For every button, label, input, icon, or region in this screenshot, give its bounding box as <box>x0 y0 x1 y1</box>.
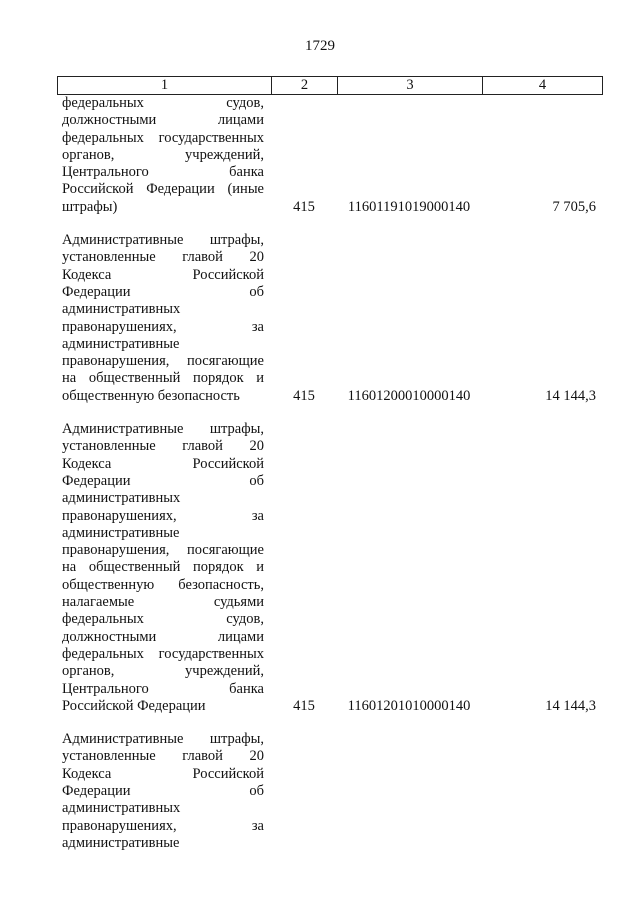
table-body <box>0 95 640 868</box>
description-line: административные <box>62 834 180 851</box>
description-line: Центрального банка <box>62 164 264 181</box>
description-line: административных <box>62 301 181 318</box>
amount-value: 14 144,3 <box>545 387 596 404</box>
row-description <box>62 95 264 216</box>
description-line: установленные главой 20 <box>62 438 264 455</box>
description-line: установленные главой 20 <box>62 249 264 266</box>
table-header <box>57 76 603 95</box>
header-col-1: 1 <box>58 77 272 95</box>
admin-code: 415 <box>293 697 315 714</box>
description-line: на общественный порядок и <box>62 559 264 576</box>
description-line: Административные штрафы, <box>62 232 264 249</box>
description-line: федеральных государственных <box>62 645 264 662</box>
description-line: должностными лицами <box>62 628 264 645</box>
header-col-3: 3 <box>338 77 483 95</box>
description-line: должностными лицами <box>62 112 264 129</box>
description-line: федеральных государственных <box>62 129 264 146</box>
budget-classification-code: 11601201010000140 <box>347 697 471 714</box>
description-line: административные <box>62 524 180 541</box>
description-line: федеральных судов, <box>62 611 264 628</box>
description-line: правонарушениях, за <box>62 318 264 335</box>
description-line: налагаемые судьями <box>62 594 264 611</box>
table-row <box>0 95 640 216</box>
description-line: Российской Федерации (иные <box>62 181 264 198</box>
description-line: на общественный порядок и <box>62 370 264 387</box>
description-line: Административные штрафы, <box>62 731 264 748</box>
admin-code: 415 <box>293 387 315 404</box>
description-line: Федерации об <box>62 283 264 300</box>
budget-classification-code: 11601191019000140 <box>347 198 471 215</box>
description-line: правонарушениях, за <box>62 507 264 524</box>
amount-value: 14 144,3 <box>545 697 596 714</box>
header-col-4: 4 <box>483 77 603 95</box>
description-line: установленные главой 20 <box>62 748 264 765</box>
description-line: правонарушения, посягающие <box>62 353 264 370</box>
description-line: Федерации об <box>62 472 264 489</box>
description-line: Федерации об <box>62 782 264 799</box>
row-description <box>62 421 264 715</box>
description-line: Административные штрафы, <box>62 421 264 438</box>
budget-classification-code: 11601200010000140 <box>347 387 471 404</box>
description-line: общественную безопасность <box>62 387 240 404</box>
description-line: федеральных судов, <box>62 95 264 111</box>
description-line: Российской Федерации <box>62 697 206 714</box>
description-line: правонарушения, посягающие <box>62 542 264 559</box>
description-line: Кодекса Российской <box>62 455 264 472</box>
description-line: штрафы) <box>62 198 118 215</box>
page-number: 1729 <box>305 38 335 54</box>
header-col-2: 2 <box>272 77 338 95</box>
description-line: Кодекса Российской <box>62 266 264 283</box>
description-line: общественную безопасность, <box>62 576 264 593</box>
row-description <box>62 232 264 405</box>
table-row <box>0 232 640 405</box>
description-line: Центрального банка <box>62 680 264 697</box>
admin-code: 415 <box>293 198 315 215</box>
description-line: административных <box>62 800 181 817</box>
description-line: правонарушениях, за <box>62 817 264 834</box>
amount-value: 7 705,6 <box>552 198 596 215</box>
description-line: органов, учреждений, <box>62 146 264 163</box>
description-line: административные <box>62 335 180 352</box>
row-description <box>62 731 264 852</box>
table-row <box>0 421 640 715</box>
table-row <box>0 731 640 852</box>
description-line: Кодекса Российской <box>62 765 264 782</box>
description-line: органов, учреждений, <box>62 663 264 680</box>
description-line: административных <box>62 490 181 507</box>
